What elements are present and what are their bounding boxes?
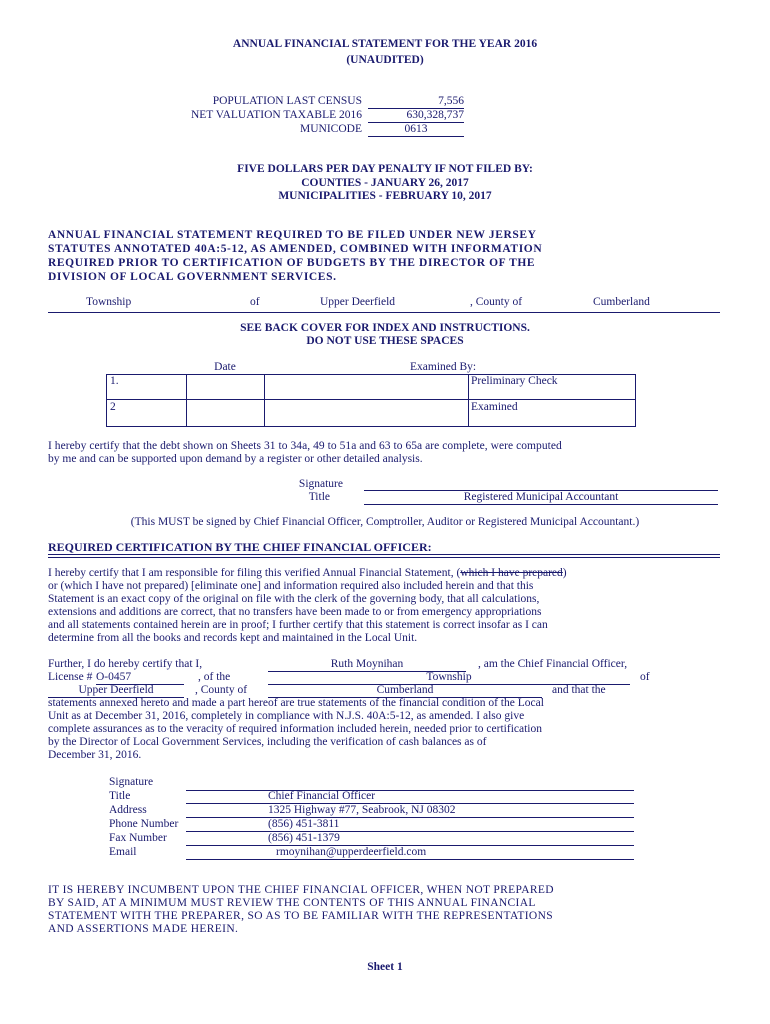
debt-title-line bbox=[364, 504, 718, 505]
cfo-p1-line-5: and all statements contained herein are in proof; I further certify that this statement is correct insofar as I can bbox=[48, 619, 548, 631]
contact-title-label: Title bbox=[109, 790, 131, 802]
municipality-underline bbox=[48, 312, 720, 313]
penalty-line-3: MUNICIPALITIES - FEBRUARY 10, 2017 bbox=[278, 190, 492, 202]
contact-email-label: Email bbox=[109, 846, 137, 858]
title-line-2: (UNAUDITED) bbox=[346, 54, 424, 66]
contact-phone-label: Phone Number bbox=[109, 818, 179, 830]
contact-fax-label: Fax Number bbox=[109, 832, 167, 844]
instructions-line-2: DO NOT USE THESE SPACES bbox=[306, 335, 464, 347]
contact-email-value: rmoynihan@upperdeerfield.com bbox=[276, 846, 427, 858]
contact-phone-value: (856) 451-3811 bbox=[268, 818, 340, 830]
cfo-p1-line-4: extensions and additions are correct, that no transfers have been made to or from emergency appropriations bbox=[48, 606, 542, 618]
examined-label: Examined bbox=[471, 401, 518, 413]
cfo-p1-line-1: I hereby certify that I am responsible for filing this verified Annual Financial Statement, (which I have prepared) bbox=[48, 567, 567, 579]
contact-fax-value: (856) 451-1379 bbox=[268, 832, 340, 844]
cfo-heading-rule bbox=[48, 554, 720, 558]
further-certify-text: Further, I do hereby certify that I, bbox=[48, 658, 203, 670]
statute-line-4: DIVISION OF LOCAL GOVERNMENT SERVICES. bbox=[48, 271, 337, 283]
county-field: Cumberland bbox=[268, 684, 542, 698]
county-of-text: , County of bbox=[195, 684, 248, 696]
exam-row-2-number: 2 bbox=[110, 401, 116, 413]
of-text: of bbox=[640, 671, 650, 683]
examined-by-header: Examined By: bbox=[410, 361, 477, 373]
title-line-1: ANNUAL FINANCIAL STATEMENT FOR THE YEAR 2016 bbox=[232, 38, 538, 50]
municipality-name-field: Upper Deerfield bbox=[48, 684, 184, 698]
municipality-county-of: , County of bbox=[470, 296, 523, 308]
notice-line-3: STATEMENT WITH THE PREPARER, SO AS TO BE FAMILIAR WITH THE REPRESENTATIONS bbox=[48, 910, 553, 922]
cfo-p1-line-6: determine from all the books and records kept and maintained in the Local Unit. bbox=[48, 632, 418, 644]
municipality-name: Upper Deerfield bbox=[320, 296, 396, 308]
debt-signature-label: Signature bbox=[298, 478, 343, 490]
municipality-type-field: Township bbox=[268, 671, 630, 685]
cfo-cert-heading: REQUIRED CERTIFICATION BY THE CHIEF FINANCIAL OFFICER: bbox=[48, 540, 432, 554]
exam-row-1-number: 1. bbox=[110, 375, 119, 387]
municipality-county: Cumberland bbox=[593, 296, 650, 308]
valuation-label: NET VALUATION TAXABLE 2016 bbox=[190, 109, 362, 121]
notice-line-2: BY SAID, AT A MINIMUM MUST REVIEW THE CONTENTS OF THIS ANNUAL FINANCIAL bbox=[48, 897, 536, 909]
eliminated-option: which I have prepared bbox=[460, 567, 563, 579]
notice-line-4: AND ASSERTIONS MADE HEREIN. bbox=[48, 923, 239, 935]
municode-label: MUNICODE bbox=[300, 123, 362, 135]
preliminary-check-label: Preliminary Check bbox=[471, 375, 558, 387]
instructions-line-1: SEE BACK COVER FOR INDEX AND INSTRUCTIONS. bbox=[240, 322, 530, 334]
population-label: POPULATION LAST CENSUS bbox=[212, 95, 362, 107]
notice-line-1: IT IS HEREBY INCUMBENT UPON THE CHIEF FINANCIAL OFFICER, WHEN NOT PREPARED bbox=[48, 884, 554, 896]
cfo-p2-line-7: by the Director of Local Government Services, including the verification of cash balances as of bbox=[48, 736, 487, 748]
cfo-p1-line-2: or (which I have not prepared) [eliminate one] and information required also included herein and that this bbox=[48, 580, 534, 592]
penalty-line-1: FIVE DOLLARS PER DAY PENALTY IF NOT FILED BY: bbox=[237, 163, 533, 175]
cfo-name: Ruth Moynihan bbox=[268, 658, 466, 672]
contact-address-value: 1325 Highway #77, Seabrook, NJ 08302 bbox=[268, 804, 456, 816]
valuation-value: 630,328,737 bbox=[368, 109, 464, 123]
cfo-p1-line-3: Statement is an exact copy of the original on file with the clerk of the governing body, that all calculations, bbox=[48, 593, 540, 605]
cfo-p2-line-6: complete assurances as to the veracity of required information included herein, needed prior to certification bbox=[48, 723, 542, 735]
license-value: O-0457 bbox=[96, 671, 184, 685]
debt-title-label: Title bbox=[308, 491, 330, 503]
license-label: License # bbox=[48, 671, 93, 683]
cfo-p2-line-4: statements annexed hereto and made a part hereof are true statements of the financial condition of the Local bbox=[48, 697, 544, 709]
contact-signature-line bbox=[186, 790, 634, 791]
contact-signature-label: Signature bbox=[109, 776, 154, 788]
population-value: 7,556 bbox=[368, 95, 464, 109]
municipality-type: Township bbox=[86, 296, 132, 308]
statute-line-1: ANNUAL FINANCIAL STATEMENT REQUIRED TO BE FILED UNDER NEW JERSEY bbox=[48, 229, 537, 241]
sheet-number: Sheet 1 bbox=[367, 961, 403, 973]
contact-title-value: Chief Financial Officer bbox=[268, 790, 376, 802]
contact-address-label: Address bbox=[109, 804, 147, 816]
signature-note: (This MUST be signed by Chief Financial Officer, Comptroller, Auditor or Registered Municipal Accountant.) bbox=[130, 516, 640, 528]
date-header: Date bbox=[214, 361, 236, 373]
municipality-of: of bbox=[250, 296, 260, 308]
am-cfo-text: , am the Chief Financial Officer, bbox=[478, 658, 628, 670]
penalty-line-2: COUNTIES - JANUARY 26, 2017 bbox=[301, 177, 469, 189]
municode-value: 0613 bbox=[368, 123, 464, 137]
debt-cert-line-1: I hereby certify that the debt shown on Sheets 31 to 34a, 49 to 51a and 63 to 65a are complete, were computed bbox=[48, 440, 562, 452]
cfo-p2-line-5: Unit as at December 31, 2016, completely in compliance with N.J.S. 40A:5-12, as amended. I also give bbox=[48, 710, 525, 722]
debt-title-value: Registered Municipal Accountant bbox=[463, 491, 619, 503]
of-the-text: , of the bbox=[198, 671, 231, 683]
debt-cert-line-2: by me and can be supported upon demand by a register or other detailed analysis. bbox=[48, 453, 423, 465]
statute-line-2: STATUTES ANNOTATED 40A:5-12, AS AMENDED, COMBINED WITH INFORMATION bbox=[48, 243, 543, 255]
and-that-the-text: and that the bbox=[552, 684, 606, 696]
statute-line-3: REQUIRED PRIOR TO CERTIFICATION OF BUDGETS BY THE DIRECTOR OF THE bbox=[48, 257, 536, 269]
cfo-p2-line-8: December 31, 2016. bbox=[48, 749, 142, 761]
